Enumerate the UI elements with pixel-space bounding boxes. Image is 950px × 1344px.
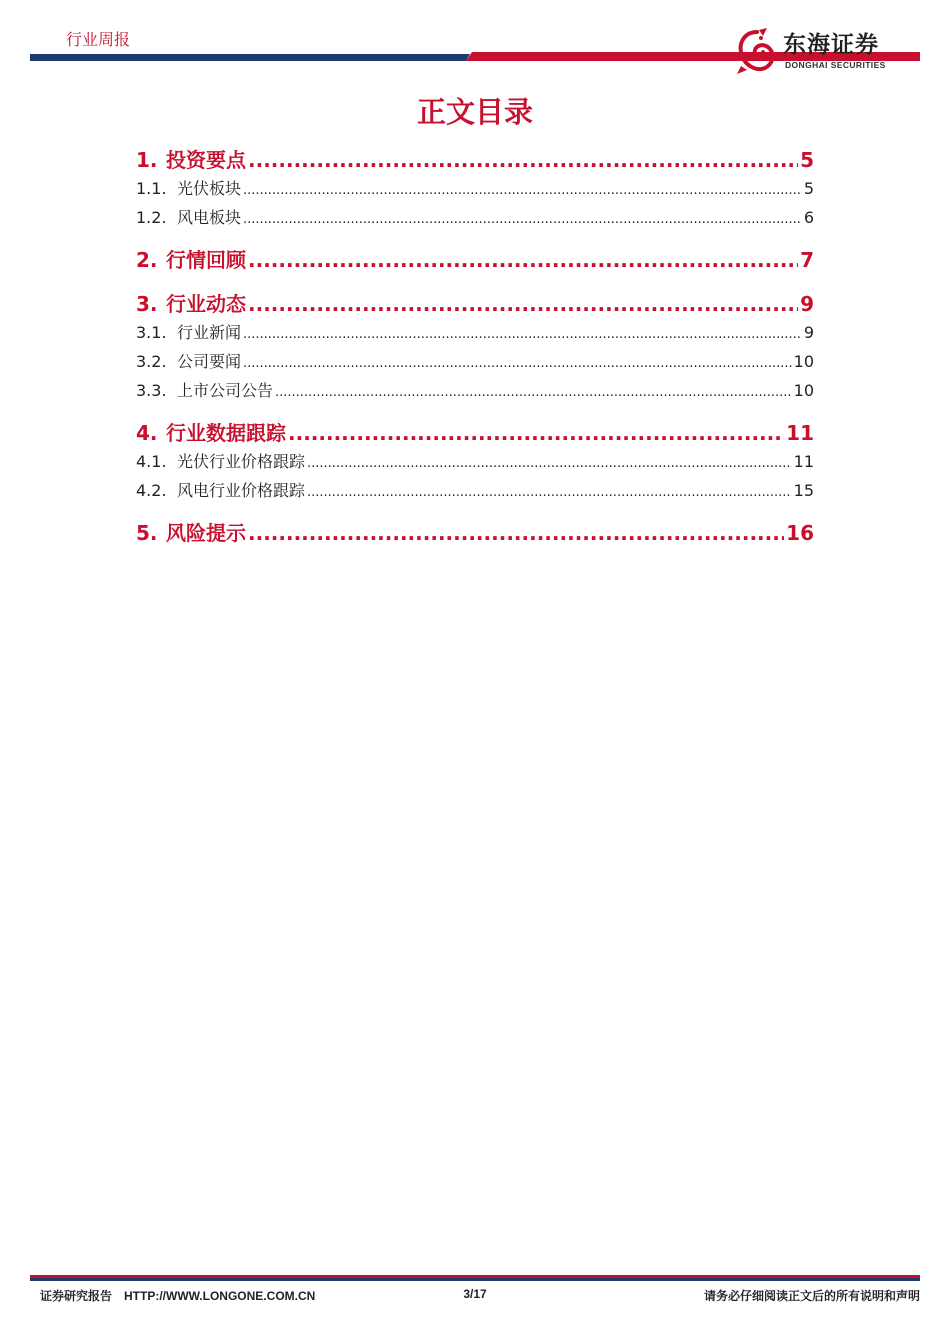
- toc-number: 3.3.: [136, 381, 167, 400]
- toc-entry[interactable]: [136, 447, 814, 476]
- toc-number: 1.: [136, 148, 158, 172]
- toc-number: 4.1.: [136, 452, 167, 471]
- toc-entry[interactable]: [136, 318, 814, 347]
- toc-text: 风险提示: [166, 521, 246, 545]
- toc-page: 9: [803, 323, 814, 342]
- toc-text: 公司要闻: [177, 352, 242, 371]
- logo-english-name: DONGHAI SECURITIES: [785, 60, 886, 70]
- toc-number: 4.: [136, 421, 158, 445]
- toc-entry[interactable]: [136, 419, 814, 447]
- toc-leader: [288, 419, 784, 447]
- logo-chinese-name: 东海证券: [783, 32, 879, 58]
- toc-page: 10: [793, 352, 814, 371]
- company-logo: [733, 26, 923, 78]
- toc-entry[interactable]: [136, 376, 814, 405]
- footer-website: 证券研究报告 HTTP://WWW.LONGONE.COM.CN: [40, 1289, 316, 1303]
- toc-page: 16: [786, 521, 814, 545]
- toc-text: 行情回顾: [166, 248, 246, 272]
- toc-entry[interactable]: [136, 174, 814, 203]
- toc-number: 2.: [136, 248, 158, 272]
- toc-number: 3.1.: [136, 323, 167, 342]
- toc-leader: [243, 205, 802, 234]
- toc-number: 1.2.: [136, 208, 167, 227]
- toc-number: 1.1.: [136, 179, 167, 198]
- toc-entry[interactable]: [136, 203, 814, 232]
- toc-leader: [243, 176, 802, 205]
- toc-page: 7: [800, 248, 814, 272]
- toc-entry[interactable]: [136, 476, 814, 505]
- toc-leader: [275, 378, 792, 407]
- page-number: 3/17: [463, 1287, 487, 1301]
- toc-leader: [248, 146, 798, 174]
- toc-leader: [243, 320, 802, 349]
- toc-page: 6: [803, 208, 814, 227]
- toc-entry[interactable]: [136, 146, 814, 174]
- toc-number: 3.: [136, 292, 158, 316]
- toc-text: 行业新闻: [177, 323, 242, 342]
- toc-entry[interactable]: [136, 246, 814, 274]
- toc-entry[interactable]: [136, 347, 814, 376]
- toc-text: 风电板块: [177, 208, 242, 227]
- toc-page: 5: [800, 148, 814, 172]
- toc-number: 5.: [136, 521, 158, 545]
- toc-text: 投资要点: [166, 148, 246, 172]
- report-type-label: 行业周报: [66, 32, 131, 49]
- toc-leader: [243, 349, 792, 378]
- toc-text: 行业数据跟踪: [166, 421, 286, 445]
- toc-entry[interactable]: [136, 519, 814, 547]
- toc-text: 行业动态: [166, 292, 246, 316]
- toc-page: 11: [793, 452, 814, 471]
- toc-text: 光伏板块: [177, 179, 242, 198]
- toc-number: 3.2.: [136, 352, 167, 371]
- toc-page: 15: [793, 481, 814, 500]
- toc-page: 11: [786, 421, 814, 445]
- toc-entry[interactable]: [136, 290, 814, 318]
- toc-text: 风电行业价格跟踪: [177, 481, 306, 500]
- toc-leader: [307, 478, 792, 507]
- toc-page: 9: [800, 292, 814, 316]
- toc-leader: [248, 519, 784, 547]
- toc-text: 上市公司公告: [177, 381, 274, 400]
- page-footer: [30, 1287, 920, 1307]
- toc-number: 4.2.: [136, 481, 167, 500]
- toc-leader: [307, 449, 792, 478]
- toc-leader: [248, 290, 798, 318]
- dragon-logo-icon: [733, 26, 781, 78]
- footer-disclaimer: 请务必仔细阅读正文后的所有说明和声明: [703, 1289, 920, 1303]
- toc-title: 正文目录: [416, 95, 533, 129]
- table-of-contents: [136, 146, 814, 547]
- toc-text: 光伏行业价格跟踪: [177, 452, 306, 471]
- toc-page: 5: [803, 179, 814, 198]
- toc-page: 10: [793, 381, 814, 400]
- footer-bar: [30, 1275, 920, 1281]
- toc-leader: [248, 246, 798, 274]
